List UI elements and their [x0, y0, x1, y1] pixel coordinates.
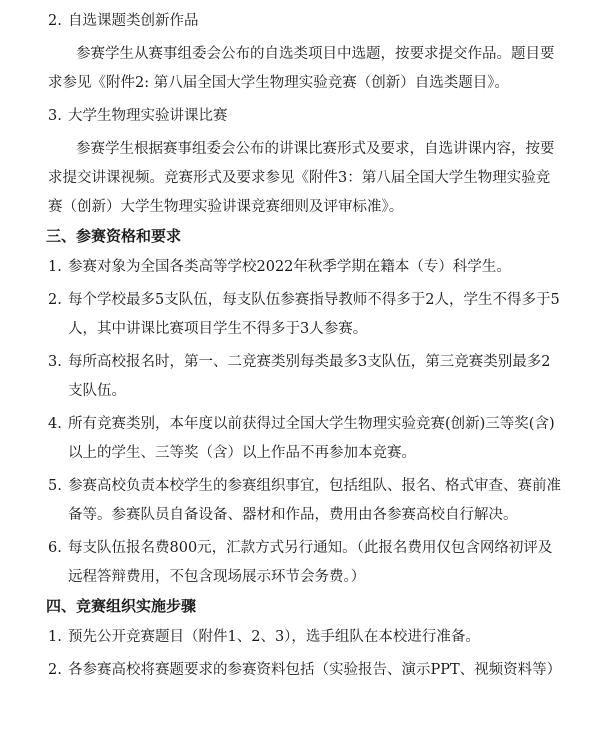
item-3-paragraph-line-2: 求提交讲课视频。竞赛形式及要求参见《附件3：第八届全国大学生物理实验竞 — [48, 170, 551, 186]
req-4-line-2 — [48, 442, 566, 464]
req-6-text-1: 每支队伍报名费800元，汇款方式另行通知。（此报名费用仅包含网络初评及 — [68, 540, 553, 556]
req-3-number: 3. — [48, 354, 62, 370]
step-2-text: 各参赛高校将赛题要求的参赛资料包括（实验报告、演示PPT、视频资料等） — [68, 662, 562, 678]
req-5-text-2: 备等。参赛队员自备设备、器材和作品，费用由各参赛高校自行解决。 — [68, 507, 518, 523]
req-6-text-2: 远程答辩费用，不包含现场展示环节会务费。） — [68, 569, 366, 585]
item-2-paragraph-line-2: 求参见《附件2: 第八届全国大学生物理实验竞赛（创新）自选类题目》。 — [48, 75, 509, 91]
req-6-number: 6. — [48, 540, 62, 556]
req-1-text: 参赛对象为全国各类高等学校2022年秋季学期在籍本（专）科学生。 — [68, 259, 511, 275]
req-2-text-1: 每个学校最多5支队伍，每支队伍参赛指导教师不得多于2人，学生不得多于5 — [68, 292, 560, 308]
section-heading-4: 四、竞赛组织实施步骤 — [46, 597, 197, 615]
req-6-line-2 — [48, 566, 566, 588]
req-4-text-1: 所有竞赛类别，本年度以前获得过全国大学生物理实验竞赛(创新)三等奖(含) — [68, 416, 555, 432]
step-1-text: 预先公开竞赛题目（附件1、2、3），选手组队在本校进行准备。 — [68, 629, 480, 645]
item-2-title-text: 自选课题类创新作品 — [68, 13, 199, 29]
item-2-paragraph-line-1: 参赛学生从赛事组委会公布的自选类项目中选题，按要求提交作品。题目要 — [76, 46, 555, 62]
req-3-line-2 — [48, 380, 566, 402]
item-3-title — [48, 105, 566, 127]
req-1-number: 1. — [48, 259, 62, 275]
req-4-line-1 — [48, 413, 566, 435]
req-3-text-1: 每所高校报名时，第一、二竞赛类别每类最多3支队伍，第三竞赛类别最多2 — [68, 354, 551, 370]
step-1-line — [48, 626, 566, 648]
req-4-number: 4. — [48, 416, 62, 432]
step-2-number: 2. — [48, 662, 62, 678]
item-3-paragraph-line-1: 参赛学生根据赛事组委会公布的讲课比赛形式及要求，自选讲课内容，按要 — [76, 141, 555, 157]
req-2-number: 2. — [48, 292, 62, 308]
item-2-title — [48, 10, 566, 32]
req-5-line-1 — [48, 475, 566, 497]
section-heading-3: 三、参赛资格和要求 — [46, 227, 182, 245]
req-1-line-1 — [48, 256, 566, 278]
req-3-text-2: 支队伍。 — [68, 383, 126, 399]
req-5-line-2 — [48, 504, 566, 526]
item-3-number: 3. — [48, 108, 62, 124]
req-5-text-1: 参赛高校负责本校学生的参赛组织事宜，包括组队、报名、格式审查、赛前准 — [68, 478, 561, 494]
req-2-text-2: 人，其中讲课比赛项目学生不得多于3人参赛。 — [68, 321, 368, 337]
req-5-number: 5. — [48, 478, 62, 494]
req-2-line-1 — [48, 289, 566, 311]
req-6-line-1 — [48, 537, 566, 559]
step-2-line — [48, 659, 566, 681]
step-1-number: 1. — [48, 629, 62, 645]
req-4-text-2: 以上的学生、三等奖（含）以上作品不再参加本竞赛。 — [68, 445, 416, 461]
item-2-number: 2. — [48, 13, 62, 29]
item-3-paragraph-line-3: 赛（创新）大学生物理实验讲课竞赛细则及评审标准》。 — [48, 199, 404, 215]
item-3-title-text: 大学生物理实验讲课比赛 — [68, 108, 228, 124]
req-2-line-2 — [48, 318, 566, 340]
req-3-line-1 — [48, 351, 566, 373]
